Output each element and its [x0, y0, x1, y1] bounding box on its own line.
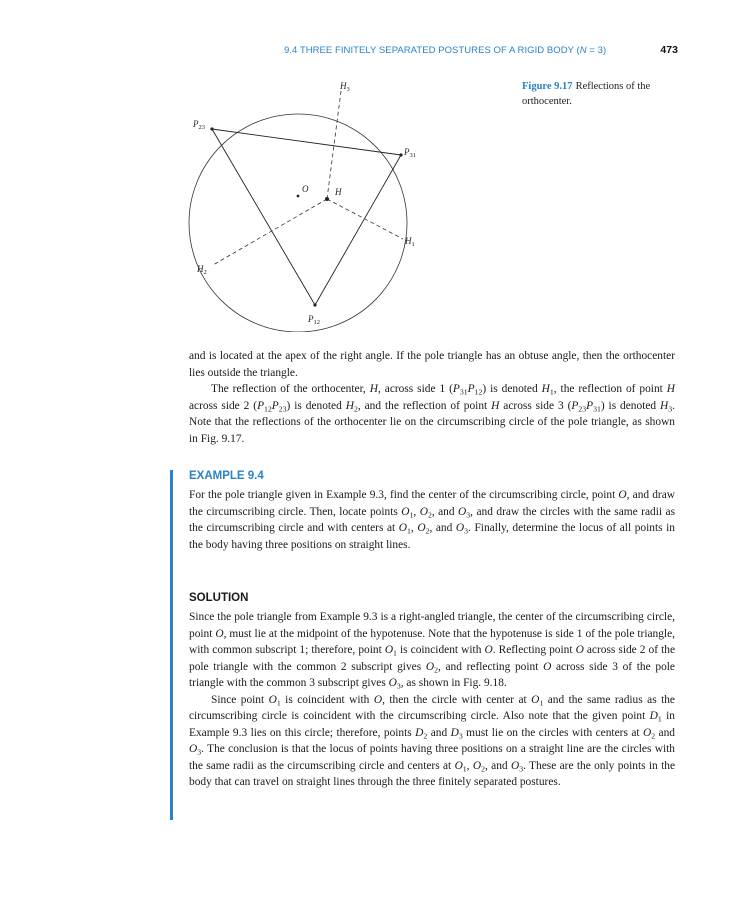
label-p31: $P_{31}$ — [404, 147, 416, 159]
page-number: 473 — [660, 44, 678, 56]
body-text — [189, 348, 675, 447]
reflection-line-h2 — [213, 199, 327, 265]
label-h2: $H_2$ — [197, 264, 207, 276]
example-sidebar-bar — [170, 470, 173, 820]
reflection-line-h1 — [327, 199, 403, 239]
solution-title: SOLUTION — [189, 592, 249, 604]
solution-paragraph-1: Since the pole triangle from Example 9.3 is a right-angled triangle, the center of the circumscribing circle, point O, must lie at the midpoint of the hypotenuse. Note that the hypotenuse is side 1 of the pole triangle, with common subscript 1; therefore, point $O_1$ is coincident with O. Reflecting point O across side 2 of the pole triangle with the common 2 subscript gives $O_2$, and reflecting point O across side 3 of the pole triangle with the common 3 subscript gives $O_3$, as shown in Fig. 9.18. — [189, 611, 676, 691]
pole-p31-point — [399, 153, 402, 156]
paragraph-reflections: The reflection of the orthocenter, H, across side 1 $(P_{31}P_{12})$ is denoted $H_1$, the reflection of point H across side 2 $(P_{12}P_{23})$ is denoted $H_2$, and the reflection of point H across side 3 $(P_{23}P_{31})$ is denoted $H_3$. Note that the reflections of the orthocenter lie on the circumscribing circle of the pole triangle, as shown in Fig. 9.17. — [189, 383, 675, 445]
label-p12: $P_{12}$ — [308, 314, 320, 326]
label-h1: $H_1$ — [405, 236, 415, 248]
solution-text — [189, 609, 675, 791]
label-p23: $P_{23}$ — [193, 119, 205, 131]
paragraph-continuation: and is located at the apex of the right angle. If the pole triangle has an obtuse angle, then the orthocenter lies outside the triangle. — [189, 350, 675, 379]
side-2-line — [212, 129, 315, 305]
solution-paragraph-2: Since point $O_1$ is coincident with O, then the circle with center at $O_1$ and the same radius as the circumscribing circle is coincident with the circumscribing circle. Also note that the given point $D_1$ in Example 9.3 lies on this circle; therefore, points $D_2$ and $D_3$ must lie on the circles with centers at $O_2$ and $O_3$. The conclusion is that the locus of points having three positions on a straight line are the circles with the same radii as the circumscribing circle and centers at $O_1$, $O_2$, and $O_3$. These are the only points in the body that can travel on straight lines through the three finitely separated postures. — [189, 693, 676, 788]
example-title: EXAMPLE 9.4 — [189, 470, 264, 482]
figure-orthocenter-reflections — [180, 72, 430, 332]
figure-diagram — [180, 72, 430, 332]
label-h3: $H_3$ — [340, 81, 350, 93]
label-h: H — [335, 187, 342, 197]
side-3-line — [212, 129, 401, 155]
orthocenter-point — [325, 197, 329, 201]
figure-number: Figure 9.17 — [522, 81, 573, 92]
figure-caption — [522, 79, 682, 109]
pole-p12-point — [313, 303, 316, 306]
figure-caption-text: Reflections of the orthocenter. — [522, 81, 651, 107]
example-text — [189, 487, 675, 553]
circumcenter-point — [297, 195, 300, 198]
circumscribing-circle — [189, 114, 407, 332]
pole-p23-point — [210, 127, 213, 130]
running-header — [284, 45, 678, 56]
side-1-line — [315, 155, 401, 305]
example-paragraph: For the pole triangle given in Example 9.3, find the center of the circumscribing circle, point O, and draw the circumscribing circle. Then, locate points $O_1$, $O_2$, and $O_3$, and draw the circles with the same radii as the circumscribing circle and with centers at $O_1$, $O_2$, and $O_3$. Finally, determine the locus of all points in the body having three positions on straight lines. — [189, 489, 675, 551]
running-title: 9.4 THREE FINITELY SEPARATED POSTURES OF A RIGID BODY (N = 3) — [284, 45, 607, 56]
label-o: O — [302, 184, 309, 194]
